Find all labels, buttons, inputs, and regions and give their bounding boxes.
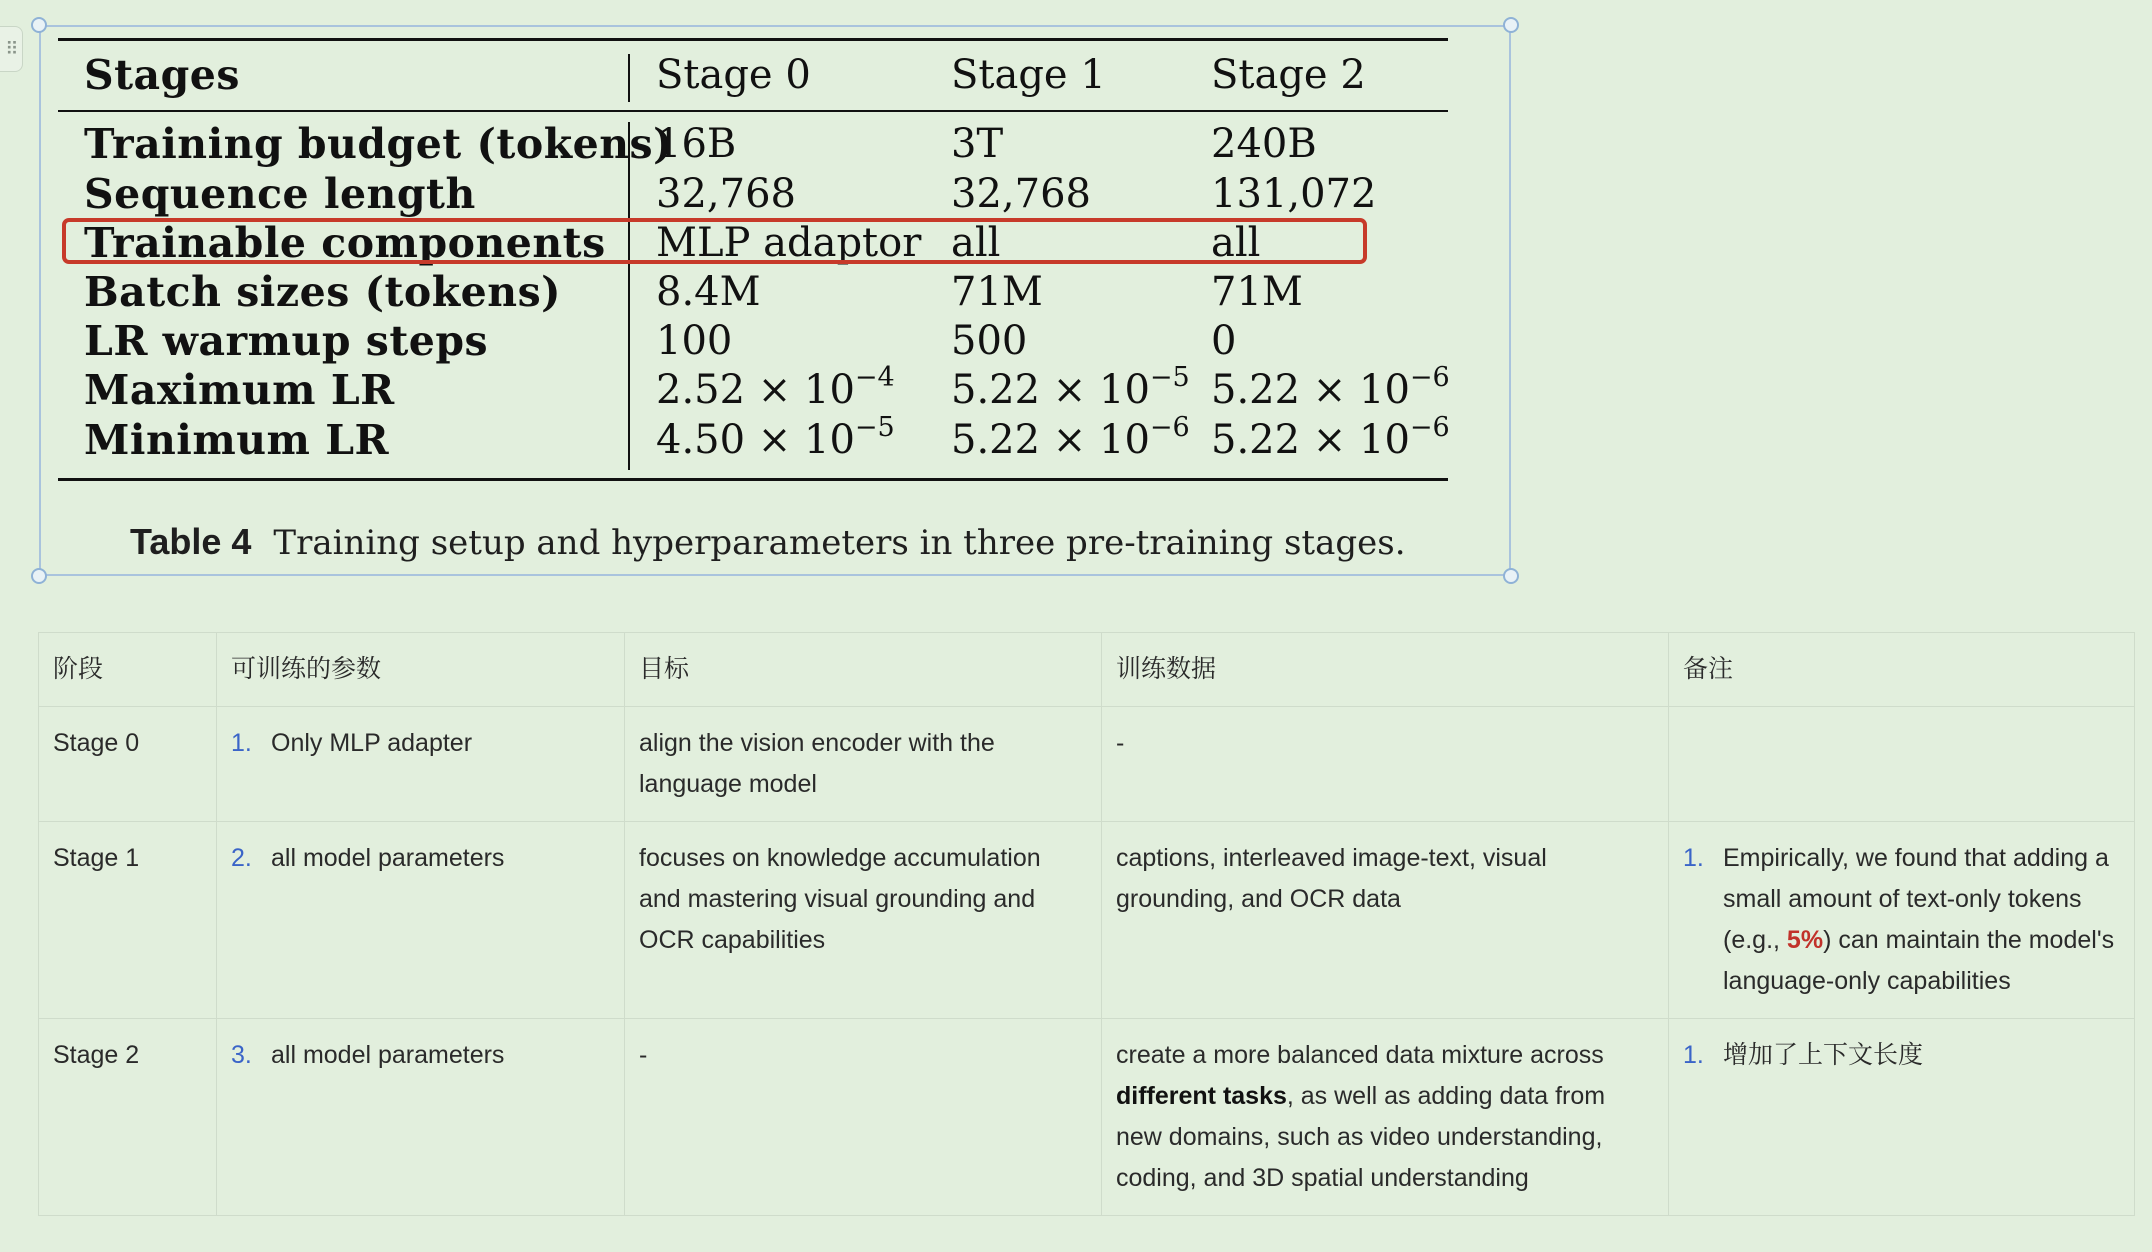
stage-cell[interactable]: Stage 2: [39, 1019, 217, 1216]
cell-value: all: [951, 220, 1001, 266]
column-header[interactable]: 可训练的参数: [217, 633, 625, 707]
row-label-sequence-length: Sequence length: [84, 170, 476, 218]
row-label-trainable-components: Trainable components: [84, 219, 606, 267]
header-stages: Stages: [84, 51, 240, 99]
cell-value: $5.22 \times 10^{-6}$: [951, 412, 1190, 463]
resize-handle-top-left[interactable]: [31, 17, 47, 33]
bottom-rule: [58, 478, 1448, 481]
header-stage-0: Stage 0: [656, 52, 811, 98]
list-number: 2.: [231, 844, 252, 872]
goal-cell[interactable]: -: [625, 1019, 1102, 1216]
list-number: 1.: [231, 729, 252, 757]
data-cell[interactable]: create a more balanced data mixture across different tasks, as well as adding data from new domains, such as video understanding, coding, and 3D spatial understanding: [1102, 1019, 1669, 1216]
header-stage-2: Stage 2: [1211, 52, 1366, 98]
cell-value: 500: [951, 318, 1028, 364]
list-number: 3.: [231, 1041, 252, 1069]
cell-value: 71M: [951, 269, 1043, 315]
bold-text: different tasks: [1116, 1082, 1287, 1110]
row-label-lr-warmup: LR warmup steps: [84, 317, 489, 365]
params-cell[interactable]: 2. all model parameters: [217, 822, 625, 1019]
params-cell[interactable]: 1. Only MLP adapter: [217, 707, 625, 822]
column-header[interactable]: 备注: [1669, 633, 2135, 707]
table-caption: [130, 518, 1406, 567]
stage-notes-table: [38, 632, 2135, 1216]
stage-cell[interactable]: Stage 0: [39, 707, 217, 822]
cell-value: 32,768: [951, 171, 1091, 217]
header-stage-1: Stage 1: [951, 52, 1106, 98]
cell-value: MLP adaptor: [656, 220, 922, 266]
column-rule: [628, 54, 630, 102]
cell-value: 71M: [1211, 269, 1303, 315]
cell-value: 32,768: [656, 171, 796, 217]
resize-handle-top-right[interactable]: [1503, 17, 1519, 33]
cell-value: 3T: [951, 121, 1004, 167]
row-label-training-budget: Training budget (tokens): [84, 120, 673, 168]
remark-cell[interactable]: [1669, 707, 2135, 822]
cell-value: 240B: [1211, 121, 1317, 167]
cell-value: all: [1211, 220, 1261, 266]
row-label-batch-sizes: Batch sizes (tokens): [84, 268, 562, 316]
cell-value: 100: [656, 318, 733, 364]
cell-value: $5.22 \times 10^{-5}$: [951, 362, 1190, 413]
cell-value: 131,072: [1211, 171, 1377, 217]
goal-cell[interactable]: align the vision encoder with the language model: [625, 707, 1102, 822]
cell-value: $5.22 \times 10^{-6}$: [1211, 362, 1450, 413]
table-row: [39, 822, 2135, 1019]
row-label-maximum-lr: Maximum LR: [84, 366, 395, 414]
caption-label: Table 4: [130, 521, 252, 562]
top-rule: [58, 38, 1448, 41]
cell-value: $5.22 \times 10^{-6}$: [1211, 412, 1450, 463]
table-row: [39, 1019, 2135, 1216]
cell-value: $2.52 \times 10^{-4}$: [656, 362, 895, 413]
cell-value: $4.50 \times 10^{-5}$: [656, 412, 895, 463]
cell-value: 16B: [656, 121, 737, 167]
row-label-minimum-lr: Minimum LR: [84, 416, 390, 464]
list-number: 1.: [1683, 844, 1704, 872]
cell-value: 0: [1211, 318, 1237, 364]
cell-value: 8.4M: [656, 269, 761, 315]
remark-cell[interactable]: 1. Empirically, we found that adding a small amount of text-only tokens (e.g., 5%) can maintain the model's language-only capabilities: [1669, 822, 2135, 1019]
stage-cell[interactable]: Stage 1: [39, 822, 217, 1019]
trainable-components-highlight: [62, 218, 1367, 264]
resize-handle-bottom-right[interactable]: [1503, 568, 1519, 584]
data-cell[interactable]: captions, interleaved image-text, visual grounding, and OCR data: [1102, 822, 1669, 1019]
params-cell[interactable]: 3. all model parameters: [217, 1019, 625, 1216]
goal-cell[interactable]: focuses on knowledge accumulation and mastering visual grounding and OCR capabilities: [625, 822, 1102, 1019]
mid-rule: [58, 110, 1448, 112]
drag-handle-icon[interactable]: ⠿: [0, 26, 23, 72]
column-header[interactable]: 阶段: [39, 633, 217, 707]
column-header[interactable]: 目标: [625, 633, 1102, 707]
column-rule: [628, 122, 630, 470]
remark-cell[interactable]: 1. 增加了上下文长度: [1669, 1019, 2135, 1216]
emphasis-percent: 5%: [1786, 926, 1824, 954]
table-row: [39, 707, 2135, 822]
data-cell[interactable]: -: [1102, 707, 1669, 822]
list-number: 1.: [1683, 1041, 1704, 1069]
resize-handle-bottom-left[interactable]: [31, 568, 47, 584]
caption-text: Training setup and hyperparameters in three pre-training stages.: [273, 523, 1406, 563]
table-header-row: [39, 633, 2135, 707]
column-header[interactable]: 训练数据: [1102, 633, 1669, 707]
